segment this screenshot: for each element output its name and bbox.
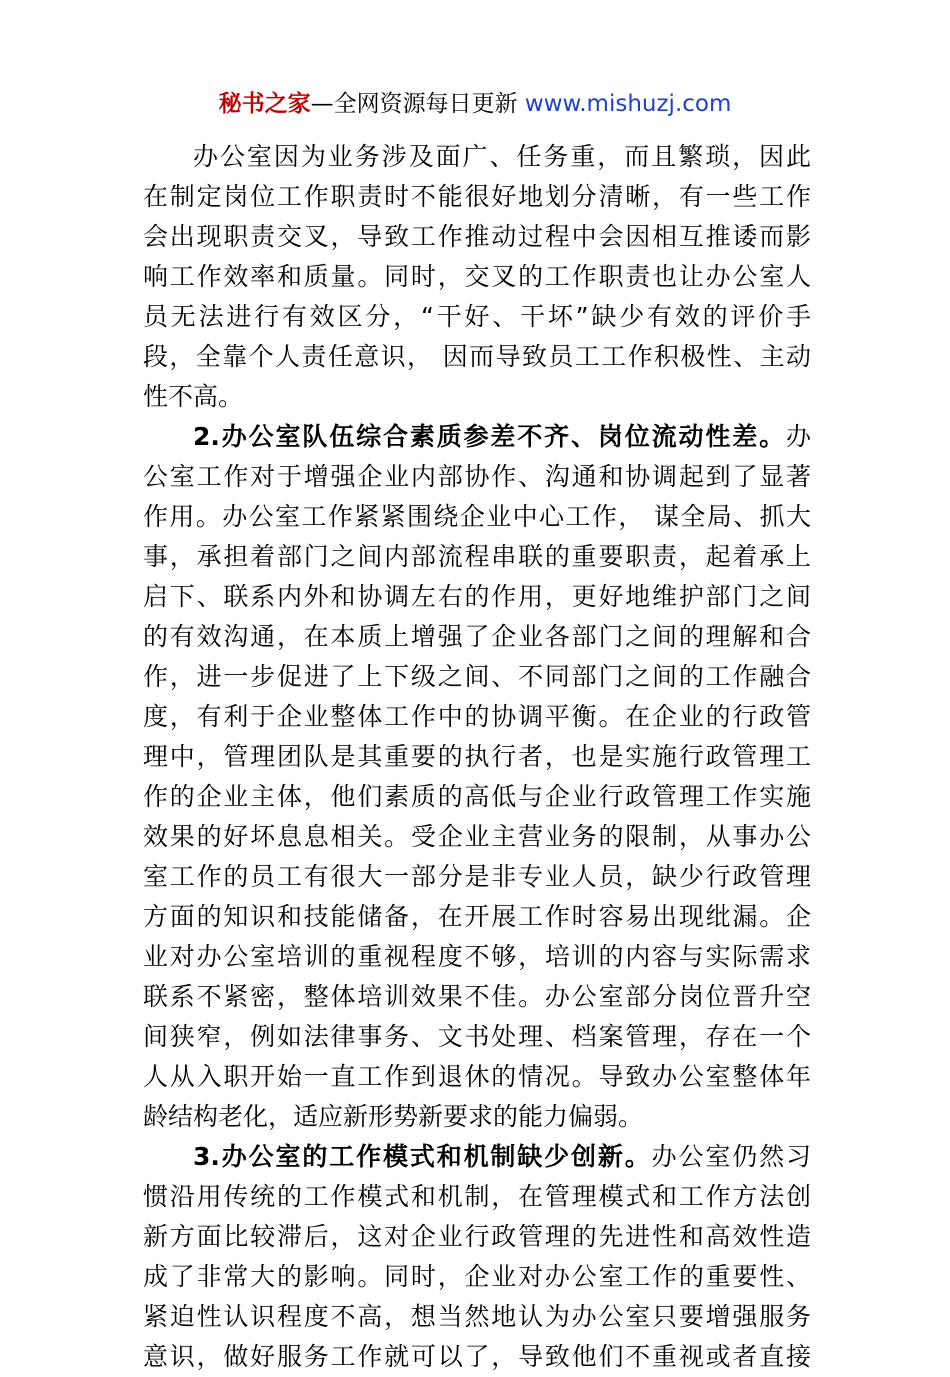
paragraph-line: 员无法进行有效区分，“干好、干坏”缺少有效的评价手 bbox=[143, 302, 811, 331]
paragraph-first-line bbox=[143, 417, 811, 457]
paragraph-line: 会出现职责交叉，导致工作推动过程中会因相互推诿而影 bbox=[143, 222, 811, 251]
heading-trailing-text: 办公室仍然习 bbox=[651, 1142, 811, 1171]
paragraph-3 bbox=[143, 1137, 811, 1377]
paragraph-line: 惯沿用传统的工作模式和机制，在管理模式和工作方法创 bbox=[143, 1182, 811, 1211]
paragraph-line: 业对办公室培训的重视程度不够，培训的内容与实际需求 bbox=[143, 942, 811, 971]
paragraph-line: 紧迫性认识程度不高，想当然地认为办公室只要增强服务 bbox=[143, 1302, 811, 1331]
paragraph-line: 意识，做好服务工作就可以了，导致他们不重视或者直接 bbox=[143, 1342, 811, 1371]
paragraph-line: 间狭窄，例如法律事务、文书处理、档案管理，存在一个 bbox=[143, 1022, 811, 1051]
paragraph-line: 响工作效率和质量。同时，交叉的工作职责也让办公室人 bbox=[143, 262, 811, 291]
site-brand: 秘书之家 bbox=[218, 91, 311, 117]
page-header bbox=[0, 88, 950, 120]
paragraph-line: 人从入职开始一直工作到退休的情况。导致办公室整体年 bbox=[143, 1062, 811, 1091]
paragraph-line: 的有效沟通，在本质上增强了企业各部门之间的理解和合 bbox=[143, 622, 811, 651]
paragraph-line: 成了非常大的影响。同时，企业对办公室工作的重要性、 bbox=[143, 1262, 811, 1291]
paragraph-line: 性不高。 bbox=[143, 382, 244, 411]
paragraph-line: 段，全靠个人责任意识， 因而导致员工工作积极性、主动 bbox=[143, 342, 811, 371]
paragraph-line: 方面的知识和技能储备，在开展工作时容易出现纰漏。企 bbox=[143, 902, 811, 931]
paragraph-line: 启下、联系内外和协调左右的作用，更好地维护部门之间 bbox=[143, 582, 811, 611]
paragraph-line: 作，进一步促进了上下级之间、不同部门之间的工作融合 bbox=[143, 662, 811, 691]
paragraph-line: 作用。办公室工作紧紧围绕企业中心工作， 谋全局、抓大 bbox=[143, 502, 811, 531]
paragraph-line: 在制定岗位工作职责时不能很好地划分清晰，有一些工作 bbox=[143, 182, 811, 211]
site-tagline: —全网资源每日更新 bbox=[310, 91, 518, 117]
paragraph-line: 新方面比较滞后，这对企业行政管理的先进性和高效性造 bbox=[143, 1222, 811, 1251]
paragraph-line: 事，承担着部门之间内部流程串联的重要职责，起着承上 bbox=[143, 542, 811, 571]
section-heading: 3.办公室的工作模式和机制缺少创新。 bbox=[193, 1142, 652, 1171]
paragraph-line: 龄结构老化，适应新形势新要求的能力偏弱。 bbox=[143, 1102, 644, 1131]
paragraph-line: 作的企业主体，他们素质的高低与企业行政管理工作实施 bbox=[143, 782, 811, 811]
paragraph-line: 联系不紧密，整体培训效果不佳。办公室部分岗位晋升空 bbox=[143, 982, 811, 1011]
paragraph-first-line bbox=[143, 1137, 811, 1177]
section-heading: 2.办公室队伍综合素质参差不齐、岗位流动性差。 bbox=[193, 422, 786, 451]
paragraph-line: 理中，管理团队是其重要的执行者，也是实施行政管理工 bbox=[143, 742, 811, 771]
paragraph-2 bbox=[143, 417, 811, 1137]
paragraph-line: 度，有利于企业整体工作中的协调平衡。在企业的行政管 bbox=[143, 702, 811, 731]
heading-trailing-text: 办 bbox=[785, 422, 811, 451]
paragraph-line: 室工作的员工有很大一部分是非专业人员，缺少行政管理 bbox=[143, 862, 811, 891]
paragraph-line: 效果的好坏息息相关。受企业主营业务的限制，从事办公 bbox=[143, 822, 811, 851]
paragraph-line: 办公室因为业务涉及面广、任务重，而且繁琐，因此 bbox=[193, 142, 811, 171]
paragraph-line: 公室工作对于增强企业内部协作、沟通和协调起到了显著 bbox=[143, 462, 811, 491]
site-url-link[interactable]: www.mishuzj.com bbox=[524, 91, 732, 117]
document-body bbox=[143, 137, 811, 1377]
paragraph-1 bbox=[143, 137, 811, 417]
